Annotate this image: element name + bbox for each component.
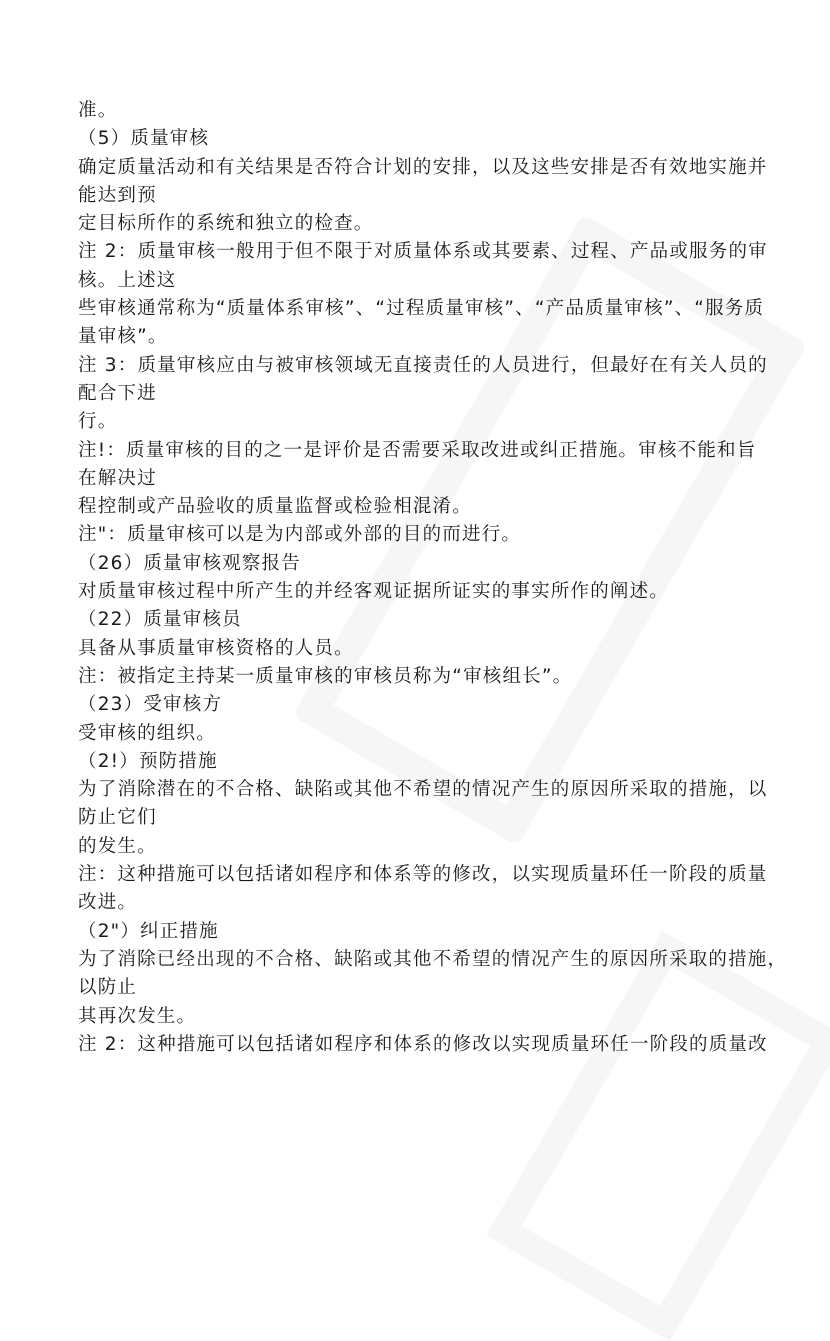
text-line: 定目标所作的系统和独立的检查。 [78,213,374,235]
text-line: 准。 [78,100,118,121]
text-line: 防止它们 [78,807,157,829]
text-line: 以防止 [78,977,138,999]
text-line: 在解决过 [78,467,157,489]
document-body [78,97,788,1059]
text-line: 的发生。 [78,835,157,857]
text-line: 为了消除潜在的不合格、缺陷或其他不希望的情况产生的原因所采取的措施，以 [78,779,768,801]
text-line: 配合下进 [78,382,157,404]
text-line: 对质量审核过程中所产生的并经客观证据所证实的事实所作的阐述。 [78,581,670,603]
text-line: 量审核”。 [78,326,168,348]
text-line: （23）受审核方 [78,694,223,716]
text-line: 确定质量活动和有关结果是否符合计划的安排，以及这些安排是否有效地实施并 [78,156,768,178]
text-line: 些审核通常称为“质量体系审核”、“过程质量审核”、“产品质量审核”、“服务质 [78,298,765,320]
text-line: （22）质量审核员 [78,609,242,631]
text-line: 程控制或产品验收的质量监督或检验相混淆。 [78,496,473,518]
text-line: 注：被指定主持某一质量审核的审核员称为“审核组长”。 [78,665,573,687]
text-line: （5）质量审核 [78,128,210,150]
text-line: （2"）纠正措施 [78,920,219,942]
text-line: 受审核的组织。 [78,722,216,744]
text-line: 为了消除已经出现的不合格、缺陷或其他不希望的情况产生的原因所采取的措施， [78,948,788,970]
text-line: 注"：质量审核可以是为内部或外部的目的而进行。 [78,524,522,546]
text-line: 注 2：质量审核一般用于但不限于对质量体系或其要素、过程、产品或服务的审 [78,241,768,263]
text-line: 注!：质量审核的目的之一是评价是否需要采取改进或纠正措施。审核不能和旨 [78,439,757,461]
text-line: 注 3：质量审核应由与被审核领域无直接责任的人员进行，但最好在有关人员的 [78,354,768,376]
text-line: 其再次发生。 [78,1005,197,1027]
text-line: 能达到预 [78,184,157,206]
text-line: 注 2：这种措施可以包括诸如程序和体系的修改以实现质量环任一阶段的质量改 [78,1033,768,1055]
text-line: 具备从事质量审核资格的人员。 [78,637,354,659]
text-line: （2!）预防措施 [78,750,218,772]
text-line: 行。 [78,411,118,433]
text-line: 改进。 [78,892,138,914]
text-line: （26）质量审核观察报告 [78,552,301,574]
text-line: 注：这种措施可以包括诸如程序和体系等的修改，以实现质量环任一阶段的质量 [78,864,768,886]
text-line: 核。上述这 [78,269,177,291]
